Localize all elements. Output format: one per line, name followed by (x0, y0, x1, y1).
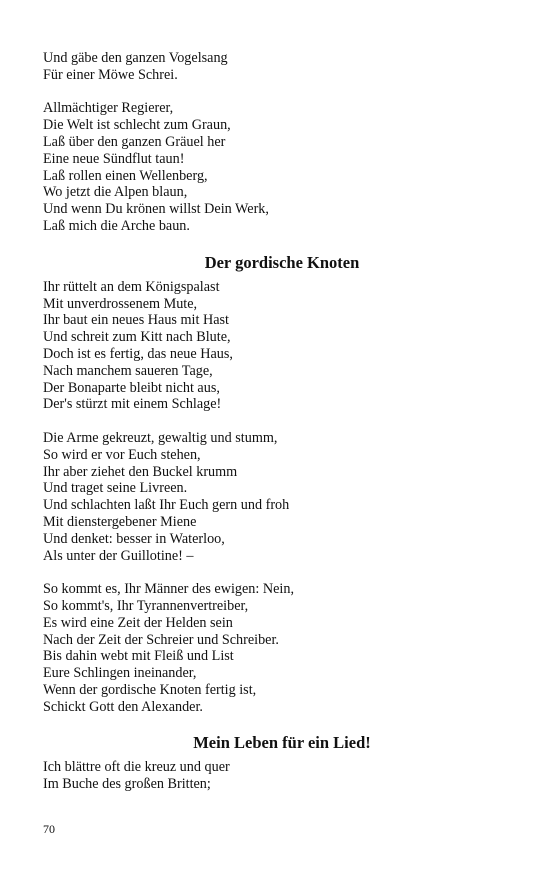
verse-line: Laß über den ganzen Gräuel her (43, 133, 226, 150)
verse-line: Eure Schlingen ineinander, (43, 665, 197, 682)
poem-title: Mein Leben für ein Lied! (193, 733, 371, 753)
verse-line: Mit unverdrossenem Mute, (43, 295, 198, 312)
page-number: 70 (43, 822, 55, 836)
verse-line: Es wird eine Zeit der Helden sein (43, 614, 233, 631)
verse-line: Und denket: besser in Waterloo, (43, 530, 225, 547)
verse-line: Der Bonaparte bleibt nicht aus, (43, 379, 220, 396)
verse-line: Mit dienstergebener Miene (43, 513, 197, 530)
verse-line: Eine neue Sündflut taun! (43, 150, 185, 167)
verse-line: Wenn der gordische Knoten fertig ist, (43, 681, 257, 698)
verse-line: Nach der Zeit der Schreier und Schreiber. (43, 631, 279, 648)
verse-line: Ihr rüttelt an dem Königspalast (43, 278, 220, 295)
verse-line: So kommt es, Ihr Männer des ewigen: Nein, (43, 581, 294, 598)
stanza (43, 759, 503, 793)
verse-line: Ihr aber ziehet den Buckel krumm (43, 463, 238, 480)
stanza (43, 279, 503, 413)
verse-line: Wo jetzt die Alpen blaun, (43, 184, 188, 201)
verse-line: Im Buche des großen Britten; (43, 776, 211, 793)
verse-line: Die Welt ist schlecht zum Graun, (43, 117, 231, 134)
stanza (43, 430, 503, 564)
verse-line: Allmächtiger Regierer, (43, 100, 174, 117)
verse-line: Die Arme gekreuzt, gewaltig und stumm, (43, 429, 278, 446)
verse-line: Laß mich die Arche baun. (43, 217, 190, 234)
verse-line: Laß rollen einen Wellenberg, (43, 167, 208, 184)
verse-line: Und schreit zum Kitt nach Blute, (43, 329, 231, 346)
verse-line: So kommt's, Ihr Tyrannenvertreiber, (43, 597, 249, 614)
verse-line: Ihr baut ein neues Haus mit Hast (43, 312, 229, 329)
stanza (43, 50, 503, 84)
verse-line: Und wenn Du krönen willst Dein Werk, (43, 201, 269, 218)
verse-line: Für einer Möwe Schrei. (43, 66, 178, 83)
verse-line: Nach manchem saueren Tage, (43, 362, 213, 379)
page-content (43, 50, 503, 810)
verse-line: So wird er vor Euch stehen, (43, 446, 201, 463)
verse-line: Doch ist es fertig, das neue Haus, (43, 345, 233, 362)
verse-line: Bis dahin webt mit Fleiß und List (43, 648, 234, 665)
verse-line: Schickt Gott den Alexander. (43, 698, 203, 715)
verse-line: Und traget seine Livreen. (43, 480, 188, 497)
verse-line: Ich blättre oft die kreuz und quer (43, 759, 230, 776)
stanza (43, 581, 503, 715)
verse-line: Der's stürzt mit einem Schlage! (43, 396, 222, 413)
verse-line: Und gäbe den ganzen Vogelsang (43, 50, 228, 66)
stanza (43, 100, 503, 234)
verse-line: Als unter der Guillotine! – (43, 547, 194, 564)
poem-title: Der gordische Knoten (204, 252, 360, 272)
verse-line: Und schlachten laßt Ihr Euch gern und froh (43, 497, 290, 514)
